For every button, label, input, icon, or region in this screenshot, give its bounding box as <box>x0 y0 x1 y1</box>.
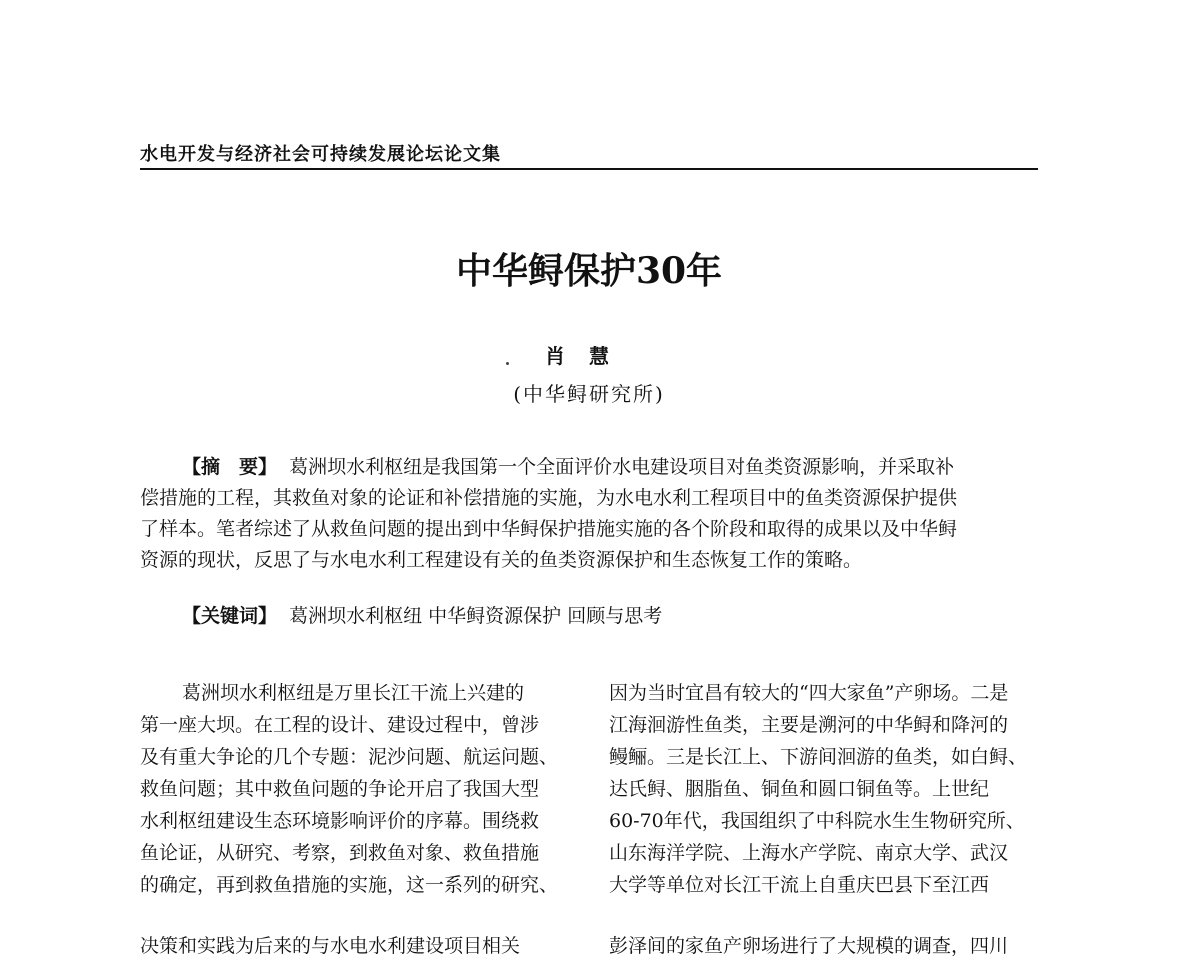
body-line: 彭泽间的家鱼产卵场进行了大规模的调查，四川 <box>609 935 1009 957</box>
body-line: 第一座大坝。在工程的设计、建设过程中，曾涉 <box>140 714 540 736</box>
body-line: 大学等单位对长江干流上自重庆巴县下至江西 <box>609 874 990 896</box>
journal-title: 水电开发与经济社会可持续发展论坛论文集 <box>140 144 501 165</box>
abstract-line: 偿措施的工程，其救鱼对象的论证和补偿措施的实施，为水电水利工程项目中的鱼类资源保护提供 <box>140 487 958 509</box>
body-line: 水利枢纽建设生态环境影响评价的序幕。围绕救 <box>140 810 540 832</box>
body-line: 救鱼问题；其中救鱼问题的争论开启了我国大型 <box>140 778 540 800</box>
scan-dot <box>506 362 509 365</box>
author-name: 肖慧 <box>545 344 633 368</box>
keywords-label: 【关键词】 <box>182 605 278 627</box>
abstract-line: 资源的现状，反思了与水电水利工程建设有关的鱼类资源保护和生态恢复工作的策略。 <box>140 549 863 571</box>
body-line: 及有重大争论的几个专题：泥沙问题、航运问题、 <box>140 746 559 768</box>
body-line: 60-70年代，我国组织了中科院水生生物研究所、 <box>609 810 1025 832</box>
body-line: 因为当时宜昌有较大的“四大家鱼”产卵场。二是 <box>609 682 1009 704</box>
abstract-text: 葛洲坝水利枢纽是我国第一个全面评价水电建设项目对鱼类资源影响，并采取补 <box>289 456 955 478</box>
body-line: 江海洄游性鱼类，主要是溯河的中华鲟和降河的 <box>609 714 1009 736</box>
body-line: 达氏鲟、胭脂鱼、铜鱼和圆口铜鱼等。上世纪 <box>609 778 990 800</box>
body-line: 的确定，再到救鱼措施的实施，这一系列的研究、 <box>140 874 559 896</box>
abstract-label: 【摘 要】 <box>182 456 278 478</box>
abstract-line <box>182 452 954 483</box>
running-header <box>140 140 1038 170</box>
body-line: 葛洲坝水利枢纽是万里长江干流上兴建的 <box>182 682 525 704</box>
body-line: 鱼论证，从研究、考察，到救鱼对象、救鱼措施 <box>140 842 540 864</box>
author-affiliation: (中华鲟研究所) <box>513 382 665 406</box>
abstract-line: 了样本。笔者综述了从救鱼问题的提出到中华鲟保护措施实施的各个阶段和取得的成果以及中华鲟 <box>140 518 958 540</box>
body-line: 山东海洋学院、上海水产学院、南京大学、武汉 <box>609 842 1009 864</box>
keywords-text: 葛洲坝水利枢纽 中华鲟资源保护 回顾与思考 <box>289 605 663 627</box>
keywords-line <box>182 601 662 632</box>
body-line: 决策和实践为后来的与水电水利建设项目相关 <box>140 935 521 957</box>
article-title: 中华鲟保护30年 <box>455 250 723 292</box>
body-line: 鳗鲡。三是长江上、下游间洄游的鱼类，如白鲟、 <box>609 746 1028 768</box>
